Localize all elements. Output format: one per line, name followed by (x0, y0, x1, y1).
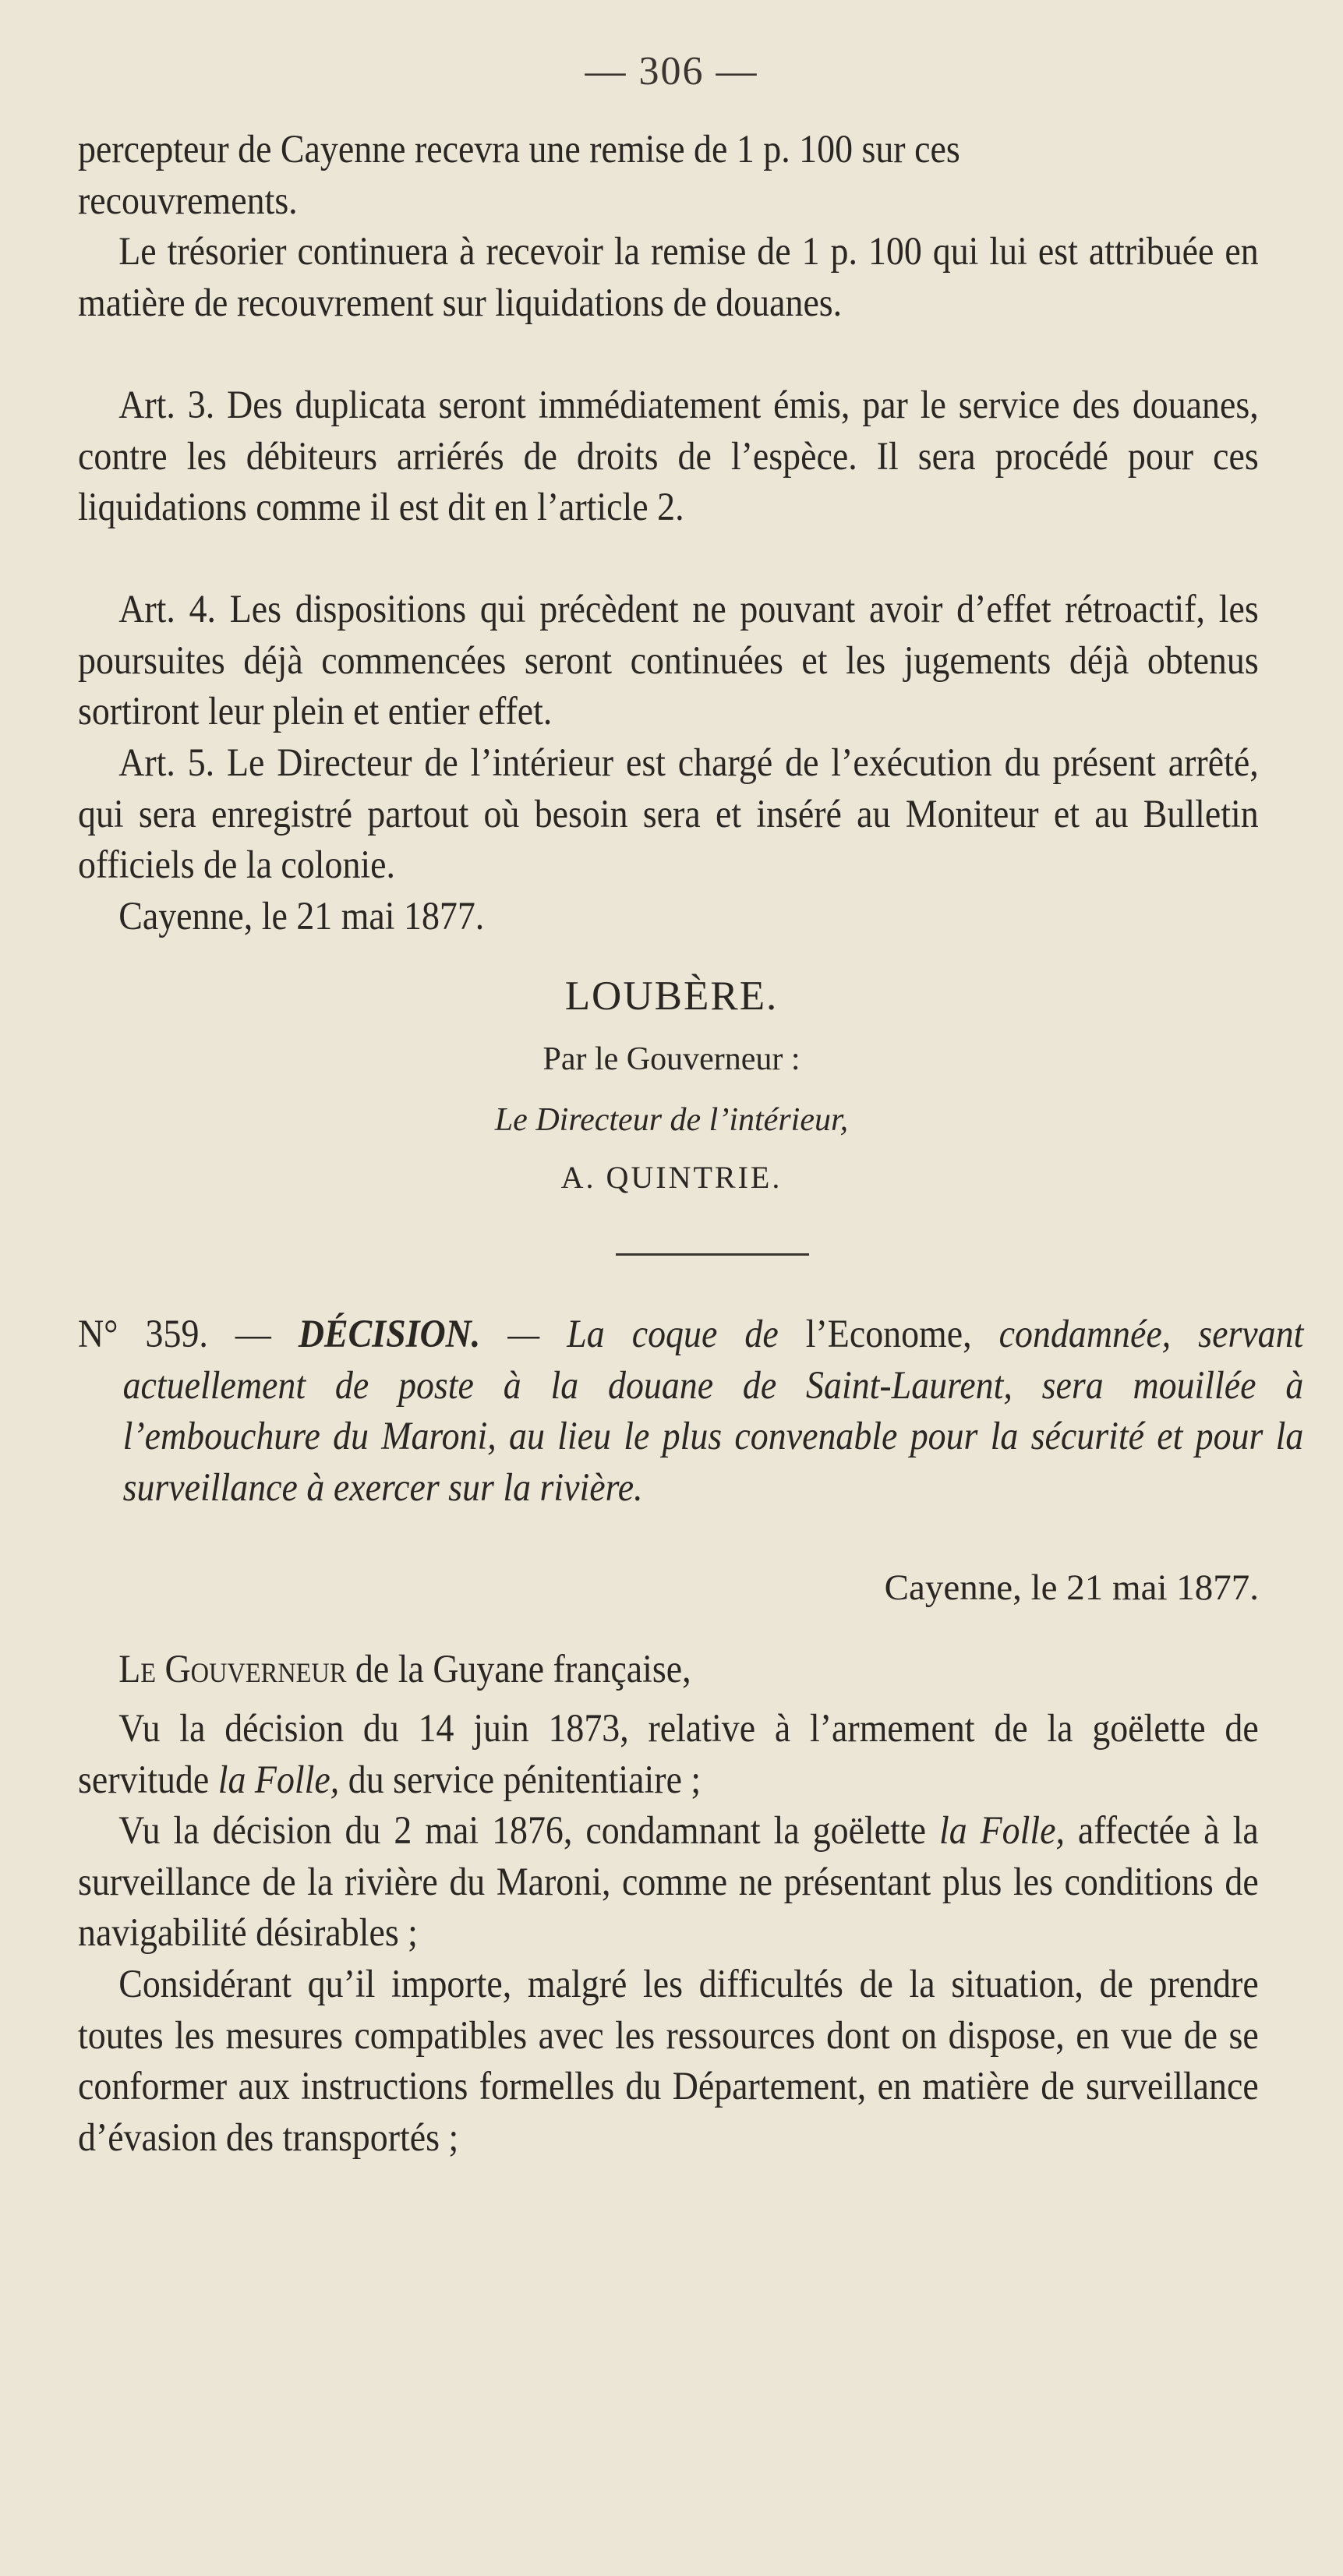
article-text: Art. 4. Les dispositions qui précèdent ne pouvant avoir d’effet rétroactif, les poursuites déjà commencées seront continuées et les jugements déjà obtenus sortiront leur plein et entier effet. (78, 588, 1259, 733)
vu-text (78, 1806, 1259, 1959)
article-5 (78, 738, 1259, 892)
decision-ship: l’Econome, (805, 1313, 972, 1356)
gouverneur-text (78, 1645, 1259, 1696)
paragraph-tresorier (78, 227, 1259, 329)
signature-director: A. QUINTRIE. (560, 1160, 783, 1195)
vu-text-b: du service pénitentiaire ; (348, 1758, 702, 1802)
signature-role: Le Directeur de l’intérieur, (494, 1102, 849, 1138)
continuation-paragraph (78, 125, 1259, 227)
date-line (78, 892, 1259, 943)
article-4 (78, 585, 1259, 738)
vu-1 (78, 1704, 1259, 1806)
text-line: percepteur de Cayenne recevra une remise de 1 p. 100 sur ces (78, 128, 960, 171)
article-text: Art. 5. Le Directeur de l’intérieur est chargé de l’exécution du présent arrêté, qui sera enregistré partout où besoin sera et inséré au Moniteur et au Bulletin officiels de la colonie. (78, 741, 1259, 887)
article-3 (78, 380, 1259, 534)
vu-2 (78, 1806, 1259, 1959)
separator-rule (616, 1253, 809, 1256)
vu-text-a: Vu la décision du 14 juin 1873, relative à l’armement de la goëlette de servitude (78, 1707, 1259, 1802)
vu-text (78, 1704, 1259, 1806)
vu-text-a: Vu la décision du 2 mai 1876, condamnant la goëlette (118, 1809, 926, 1853)
considerant (78, 1959, 1259, 2164)
decision-header (78, 1309, 1304, 1514)
vu-text-b: affectée à la surveillance de la rivière du Maroni, comme ne présentant plus les conditions de navigabilité désirables ; (78, 1809, 1259, 1955)
date-text: Cayenne, le 21 mai 1877. (884, 1567, 1259, 1608)
gouverneur-title: Le Gouverneur (118, 1648, 347, 1691)
decision-number: N° 359. — (78, 1313, 271, 1356)
date-line-2 (78, 1564, 1259, 1611)
paragraph-text: Le trésorier continuera à recevoir la remise de 1 p. 100 qui lui est attribuée en matière de recouvrement sur liquidations de douanes. (78, 230, 1259, 325)
signature-name: LOUBÈRE. (564, 974, 779, 1019)
decision-text (78, 1309, 1303, 1514)
date-text: Cayenne, le 21 mai 1877. (118, 895, 485, 938)
gouverneur-rest: de la Guyane française, (355, 1648, 691, 1691)
ship-name: la Folle, (938, 1809, 1065, 1853)
considerant-text: Considérant qu’il importe, malgré les difficultés de la situation, de prendre toutes les mesures compatibles avec les ressources dont on dispose, en vue de se conformer aux instructions formelles du Département, en matière de surveillance d’évasion des transportés ; (78, 1963, 1259, 2160)
article-text: Art. 3. Des duplicata seront immédiatement émis, par le service des douanes, contre les débiteurs arriérés de droits de l’espèce. Il sera procédé pour ces liquidations comme il est dit en l’article 2. (78, 383, 1259, 529)
decision-label: DÉCISION. (298, 1313, 481, 1356)
ship-name: la Folle, (217, 1758, 340, 1802)
page-number: — 306 — (585, 49, 758, 94)
signature-par: Par le Gouverneur : (543, 1041, 800, 1077)
text-line: recouvrements. (78, 178, 298, 223)
gouverneur-line (78, 1645, 1259, 1696)
decision-text-2: condamnée, servant actuellement de poste à la douane de Saint-Laurent, sera mouillée à l’embouchure du Maroni, au lieu le plus convenable pour la sécurité et pour la surveillance à exercer sur la rivière. (122, 1313, 1304, 1510)
decision-text-1: — La coque de (507, 1313, 779, 1356)
